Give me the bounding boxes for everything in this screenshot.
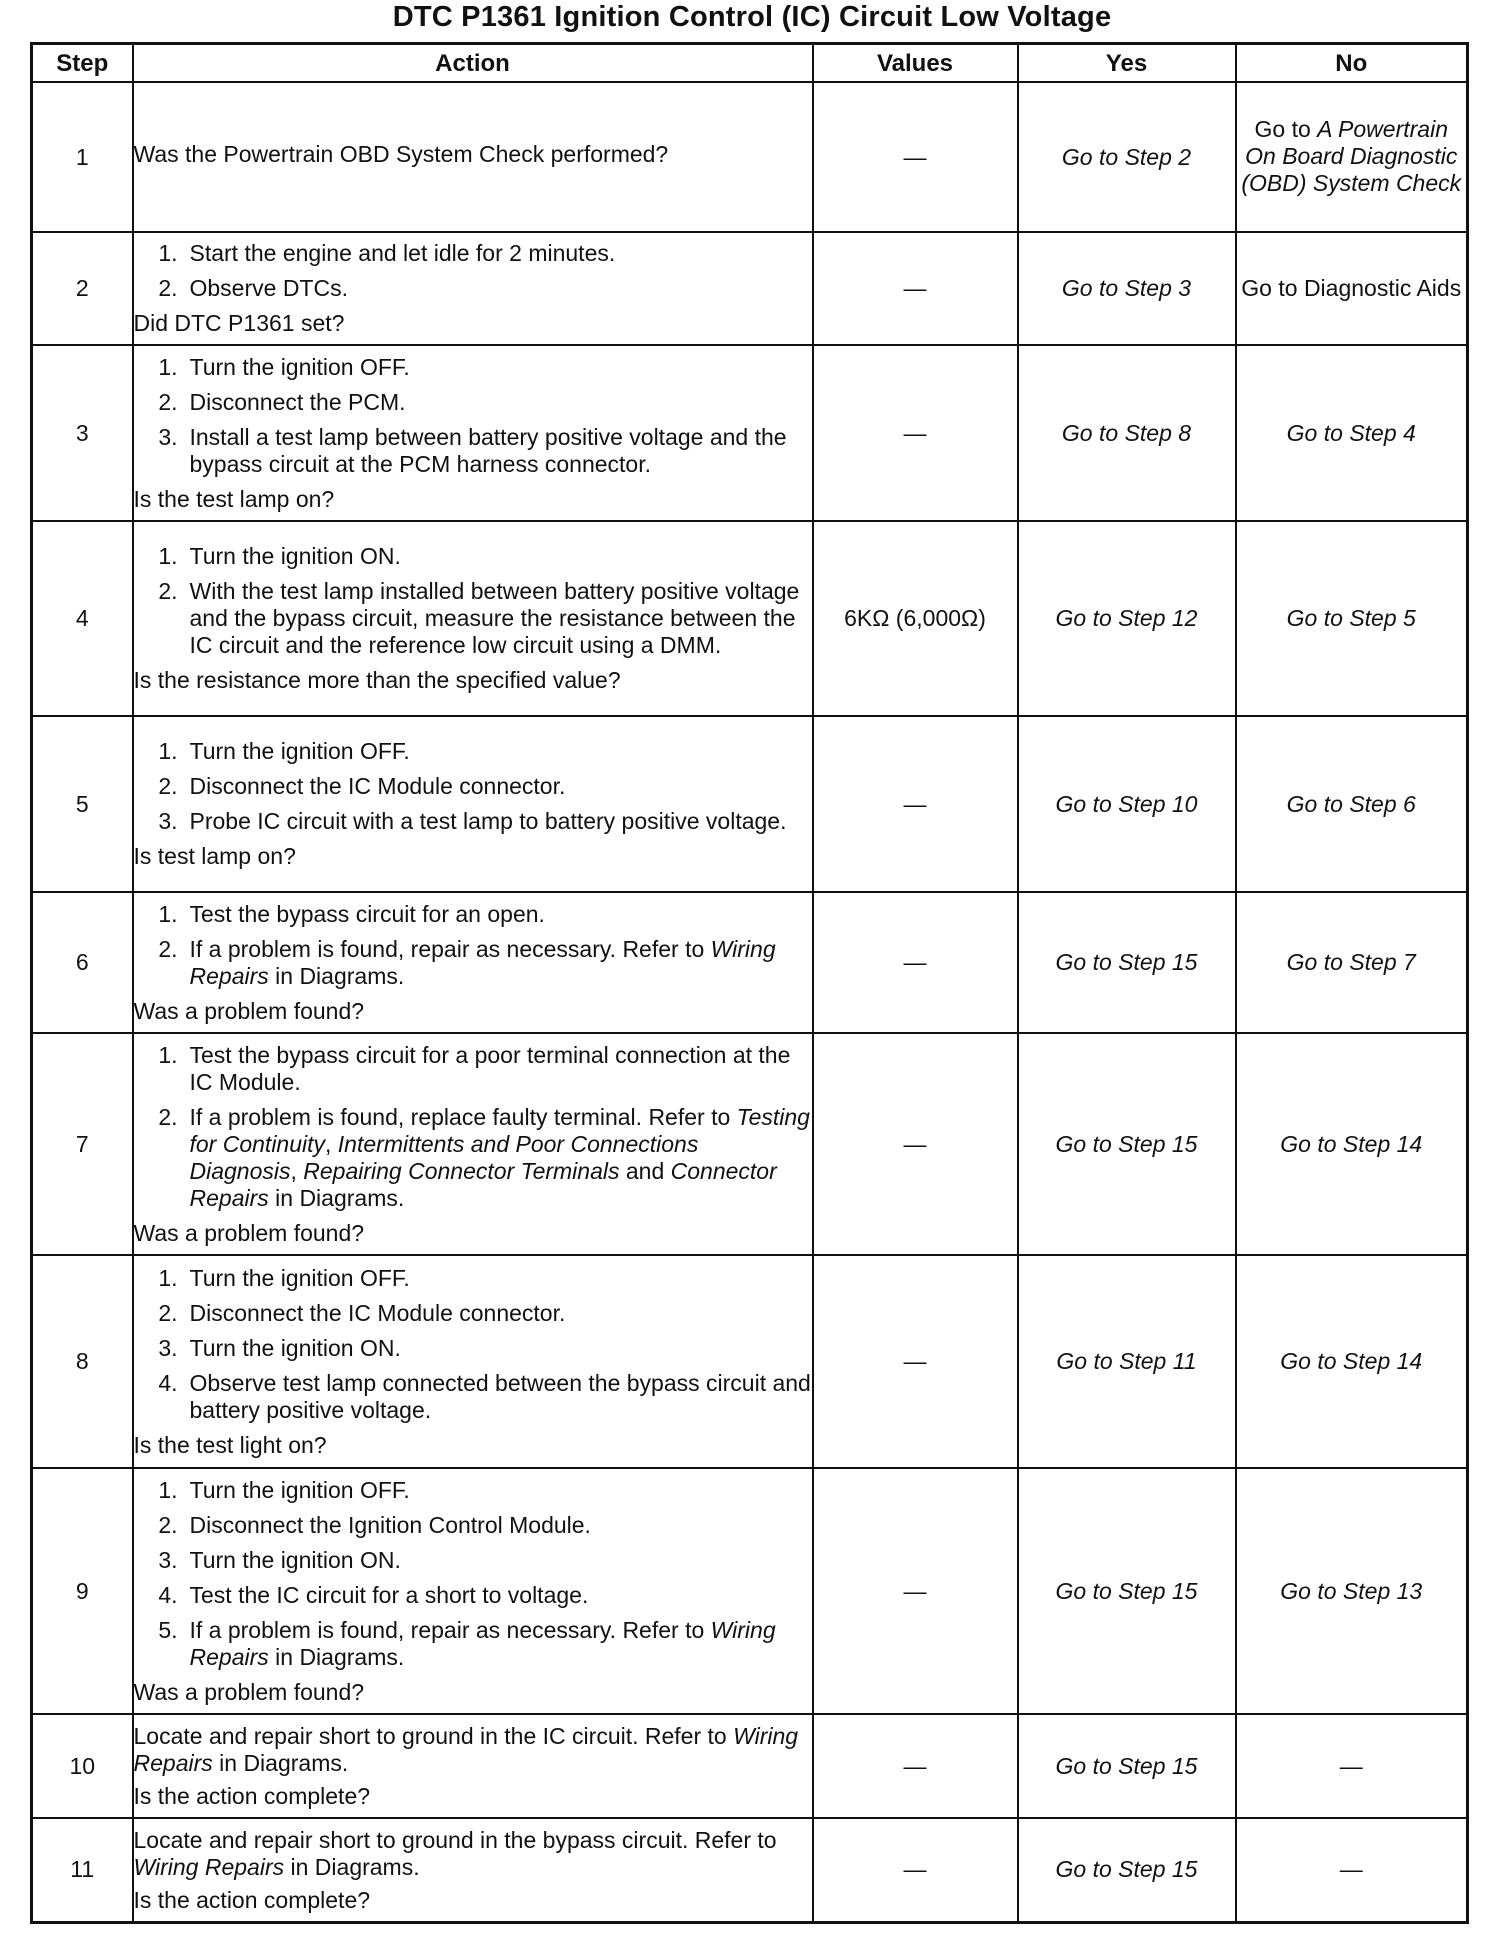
step-number: 4 <box>32 521 133 716</box>
action-cell <box>133 82 813 232</box>
list-item: 4. Test the IC circuit for a short to voltage. <box>158 1581 589 1608</box>
question-text: Was a problem found? <box>133 1678 365 1705</box>
list-item: 3. Install a test lamp between battery positive voltage and the bypass circuit at the PCM harness connector. <box>158 423 787 477</box>
list-item: 1. Turn the ignition OFF. <box>158 738 410 764</box>
list-item: 1. Turn the ignition OFF. <box>158 353 410 380</box>
yes-cell: Go to Step 15 <box>1018 1714 1236 1818</box>
table-row <box>32 82 1468 232</box>
question-text: Was a problem found? <box>133 1219 365 1246</box>
reference-link: Wiring Repairs <box>189 935 776 989</box>
table-header-row <box>32 44 1468 83</box>
question-text: Is test lamp on? <box>133 843 296 869</box>
values-cell: — <box>813 1255 1018 1468</box>
action-cell <box>133 232 813 345</box>
table-row <box>32 1714 1468 1818</box>
step-number: 6 <box>32 892 133 1033</box>
list-item: 1. Test the bypass circuit for an open. <box>158 900 545 927</box>
list-item: 2. Disconnect the IC Module connector. <box>158 1299 566 1326</box>
action-cell <box>133 1818 813 1922</box>
question-text: Was a problem found? <box>133 997 365 1024</box>
yes-cell: Go to Step 3 <box>1018 232 1236 345</box>
list-item: 5. If a problem is found, repair as necessary. Refer to Wiring Repairs in Diagrams. <box>158 1616 776 1670</box>
values-cell: — <box>813 892 1018 1033</box>
page-title: DTC P1361 Ignition Control (IC) Circuit Low Voltage <box>392 1 1112 33</box>
action-cell <box>133 345 813 521</box>
list-item: 1. Turn the ignition ON. <box>158 543 401 569</box>
header-no: No <box>1236 44 1468 83</box>
no-cell: — <box>1236 1818 1468 1922</box>
yes-cell: Go to Step 2 <box>1018 82 1236 232</box>
values-cell: — <box>813 1468 1018 1714</box>
values-cell: — <box>813 1033 1018 1255</box>
yes-cell: Go to Step 11 <box>1018 1255 1236 1468</box>
action-cell <box>133 716 813 892</box>
yes-cell: Go to Step 10 <box>1018 716 1236 892</box>
list-item: 2. If a problem is found, replace faulty terminal. Refer to Testing for Continuity, Intermittents and Poor Connections Diagnosis, Repairing Connector Terminals and Connector Repairs in Diagrams. <box>158 1103 810 1211</box>
table-row <box>32 1033 1468 1255</box>
action-text: Locate and repair short to ground in the IC circuit. Refer to Wiring Repairs in Diagrams. <box>133 1723 799 1776</box>
values-cell: 6KΩ (6,000Ω) <box>813 521 1018 716</box>
list-item: 1. Turn the ignition OFF. <box>158 1264 410 1291</box>
diagnostic-table <box>30 42 1469 1924</box>
values-cell: — <box>813 345 1018 521</box>
header-step: Step <box>32 44 133 83</box>
step-number: 5 <box>32 716 133 892</box>
reference-link: Wiring Repairs <box>133 1853 285 1880</box>
action-cell <box>133 1033 813 1255</box>
action-cell <box>133 1468 813 1714</box>
header-action: Action <box>133 44 813 83</box>
step-number: 1 <box>32 82 133 232</box>
no-cell: Go to Step 14 <box>1236 1033 1468 1255</box>
action-cell <box>133 1714 813 1818</box>
question-text: Is the action complete? <box>133 1783 371 1809</box>
table-row <box>32 345 1468 521</box>
action-cell <box>133 521 813 716</box>
yes-cell: Go to Step 15 <box>1018 1033 1236 1255</box>
action-text: Locate and repair short to ground in the bypass circuit. Refer to Wiring Repairs in Diagrams. <box>133 1826 777 1880</box>
reference-link: Wiring Repairs <box>133 1723 799 1776</box>
no-cell: Go to Step 4 <box>1236 345 1468 521</box>
question-text: Is the test lamp on? <box>133 485 335 512</box>
values-cell: — <box>813 1714 1018 1818</box>
question-text: Is the resistance more than the specified value? <box>133 667 621 693</box>
action-cell <box>133 892 813 1033</box>
values-cell: — <box>813 82 1018 232</box>
values-cell: — <box>813 716 1018 892</box>
list-item: 2. Observe DTCs. <box>158 275 348 301</box>
no-link: A Powertrain On Board Diagnostic (OBD) System Check <box>1241 116 1462 196</box>
yes-cell: Go to Step 15 <box>1018 892 1236 1033</box>
yes-cell: Go to Step 12 <box>1018 521 1236 716</box>
table-row <box>32 521 1468 716</box>
yes-cell: Go to Step 8 <box>1018 345 1236 521</box>
list-item: 3. Turn the ignition ON. <box>158 1546 401 1573</box>
action-cell <box>133 1255 813 1468</box>
no-cell: Go to Step 14 <box>1236 1255 1468 1468</box>
list-item: 2. Disconnect the IC Module connector. <box>158 773 566 799</box>
reference-link: Wiring Repairs <box>189 1616 776 1670</box>
table-row <box>32 1255 1468 1468</box>
list-item: 2. Disconnect the PCM. <box>158 388 406 415</box>
step-number: 8 <box>32 1255 133 1468</box>
list-item: 4. Observe test lamp connected between the bypass circuit and battery positive voltage. <box>158 1369 811 1423</box>
question-text: Did DTC P1361 set? <box>133 310 345 336</box>
values-cell: — <box>813 1818 1018 1922</box>
yes-cell: Go to Step 15 <box>1018 1818 1236 1922</box>
values-cell: — <box>813 232 1018 345</box>
table-row <box>32 1818 1468 1922</box>
header-values: Values <box>813 44 1018 83</box>
question-text: Is the action complete? <box>133 1886 371 1913</box>
no-cell: Go to Step 5 <box>1236 521 1468 716</box>
table-row <box>32 716 1468 892</box>
no-cell: Go to Diagnostic Aids <box>1236 232 1468 345</box>
no-prefix: Go to <box>1254 116 1318 142</box>
step-number: 7 <box>32 1033 133 1255</box>
step-number: 10 <box>32 1714 133 1818</box>
list-item: 2. Disconnect the Ignition Control Module. <box>158 1511 591 1538</box>
step-number: 9 <box>32 1468 133 1714</box>
no-cell <box>1236 82 1468 232</box>
list-item: 3. Probe IC circuit with a test lamp to battery positive voltage. <box>158 808 787 834</box>
no-cell: Go to Step 7 <box>1236 892 1468 1033</box>
table-row <box>32 232 1468 345</box>
step-number: 2 <box>32 232 133 345</box>
action-text: Was the Powertrain OBD System Check performed? <box>133 141 669 167</box>
no-cell: — <box>1236 1714 1468 1818</box>
yes-cell: Go to Step 15 <box>1018 1468 1236 1714</box>
list-item: 2. With the test lamp installed between battery positive voltage and the bypass circuit, measure the resistance between the IC circuit and the reference low circuit using a DMM. <box>158 578 800 658</box>
question-text: Is the test light on? <box>133 1431 327 1458</box>
no-cell: Go to Step 6 <box>1236 716 1468 892</box>
step-number: 3 <box>32 345 133 521</box>
step-number: 11 <box>32 1818 133 1922</box>
table-row <box>32 892 1468 1033</box>
list-item: 1. Turn the ignition OFF. <box>158 1476 410 1503</box>
table-row <box>32 1468 1468 1714</box>
header-yes: Yes <box>1018 44 1236 83</box>
list-item: 3. Turn the ignition ON. <box>158 1334 401 1361</box>
list-item: 1. Start the engine and let idle for 2 minutes. <box>158 240 616 266</box>
list-item: 2. If a problem is found, repair as necessary. Refer to Wiring Repairs in Diagrams. <box>158 935 776 989</box>
no-cell: Go to Step 13 <box>1236 1468 1468 1714</box>
list-item: 1. Test the bypass circuit for a poor terminal connection at the IC Module. <box>158 1041 791 1095</box>
